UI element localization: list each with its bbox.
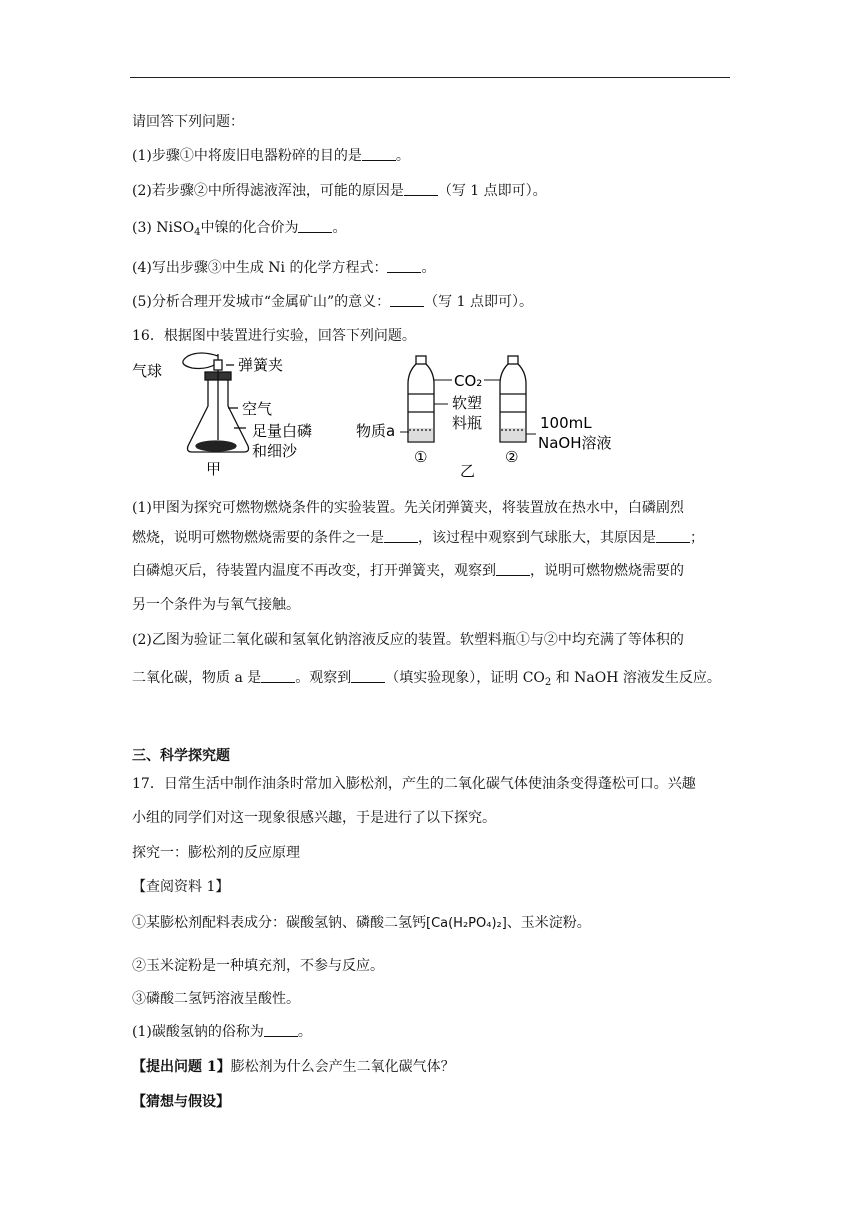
naoh-label: NaOH溶液 [538,434,612,452]
reference-item-3: ③磷酸二氢钙溶液呈酸性。 [132,991,300,1007]
intro-line: 请回答下列问题： [132,114,244,130]
question-2: (2)若步骤②中所得滤液浑浊，可能的原因是 （写 1 点即可）。 [132,183,547,199]
q16-part1-line2: 燃烧，说明可燃物燃烧需要的条件之一是 ，该过程中观察到气球胀大，其原因是 ； [132,530,704,546]
air-label: 空气 [242,400,273,418]
figure-yi-label: 乙 [460,462,476,480]
sand-label: 和细沙 [252,442,298,460]
bottle-1 [408,356,434,442]
explore-1-title: 探究一：膨松剂的反应原理 [132,845,300,861]
figure-jia-label: 甲 [206,460,222,478]
q16-part1-line3: 白磷熄灭后，待装置内温度不再改变，打开弹簧夹，观察到 ，说明可燃物燃烧需要的 [132,563,684,579]
header-rule [130,77,730,78]
problem-1: 【提出问题 1】膨松剂为什么会产生二氧化碳气体？ [132,1059,455,1075]
formula: [Ca(H₂PO₄)₂] [426,916,507,931]
bottle-label-2: 料瓶 [452,414,483,432]
volume-label: 100mL [540,414,592,432]
section-title: 三、科学探究题 [132,748,230,764]
answer-blank[interactable] [384,528,418,543]
q16-part1-line4: 另一个条件为与氧气接触。 [132,597,300,613]
hypothesis-heading: 【猜想与假设】 [132,1094,230,1110]
q16-part2-line2: 二氧化碳，物质 a 是 。观察到 （填实验现象），证明 $CO_2$ 和 NaOH 溶液发生反应。 [132,670,721,688]
q17-line1: 17．日常生活中制作油条时常加入膨松剂，产生的二氧化碳气体使油条变得蓬松可口。兴趣 [132,776,696,792]
answer-blank[interactable] [390,292,424,307]
balloon-label: 气球 [132,362,163,380]
answer-blank[interactable] [404,181,438,196]
answer-blank[interactable] [496,561,530,576]
q16-part2-line1: (2)乙图为验证二氧化碳和氢氧化钠溶液反应的装置。软塑料瓶①与②中均充满了等体积的 [132,632,684,648]
answer-blank[interactable] [351,668,385,683]
bottle-number-1: ① [414,448,428,466]
q16-part1-line1: (1)甲图为探究可燃物燃烧条件的实验装置。先关闭弹簧夹，将装置放在热水中，白磷剧烈 [132,500,684,516]
experiment-figure [130,350,630,480]
reference-item-1: ①某膨松剂配料表成分：碳酸氢钠、磷酸二氢钙[Ca(H₂PO₄)₂]、玉米淀粉。 [132,915,591,931]
q17-part1: (1)碳酸氢钠的俗称为 。 [132,1024,312,1040]
bottle-2 [500,356,526,442]
question-3: (3) NiSO$_4$中镍的化合价为 。 [132,220,347,238]
bottle-number-2: ② [505,448,519,466]
reference-item-2: ②玉米淀粉是一种填充剂，不参与反应。 [132,958,384,974]
q17-line2: 小组的同学们对这一现象很感兴趣，于是进行了以下探究。 [132,810,496,826]
answer-blank[interactable] [387,258,421,273]
answer-blank[interactable] [656,528,690,543]
bottle-label-1: 软塑 [452,394,483,412]
question-16-title: 16．根据图中装置进行实验，回答下列问题。 [132,328,416,344]
question-4: (4)写出步骤③中生成 Ni 的化学方程式： 。 [132,260,436,276]
answer-blank[interactable] [264,1022,298,1037]
clip-label: 弹簧夹 [238,356,284,374]
substance-a-label: 物质a [356,422,396,440]
reference-1-heading: 【查阅资料 1】 [132,879,230,895]
phosphorus-label: 足量白磷 [252,422,313,440]
answer-blank[interactable] [298,218,332,233]
answer-blank[interactable] [362,146,396,161]
question-5: (5)分析合理开发城市“金属矿山”的意义： （写 1 点即可）。 [132,294,533,310]
answer-blank[interactable] [261,668,295,683]
question-1: (1)步骤①中将废旧电器粉碎的目的是 。 [132,148,410,164]
co2-label: CO₂ [454,372,483,390]
